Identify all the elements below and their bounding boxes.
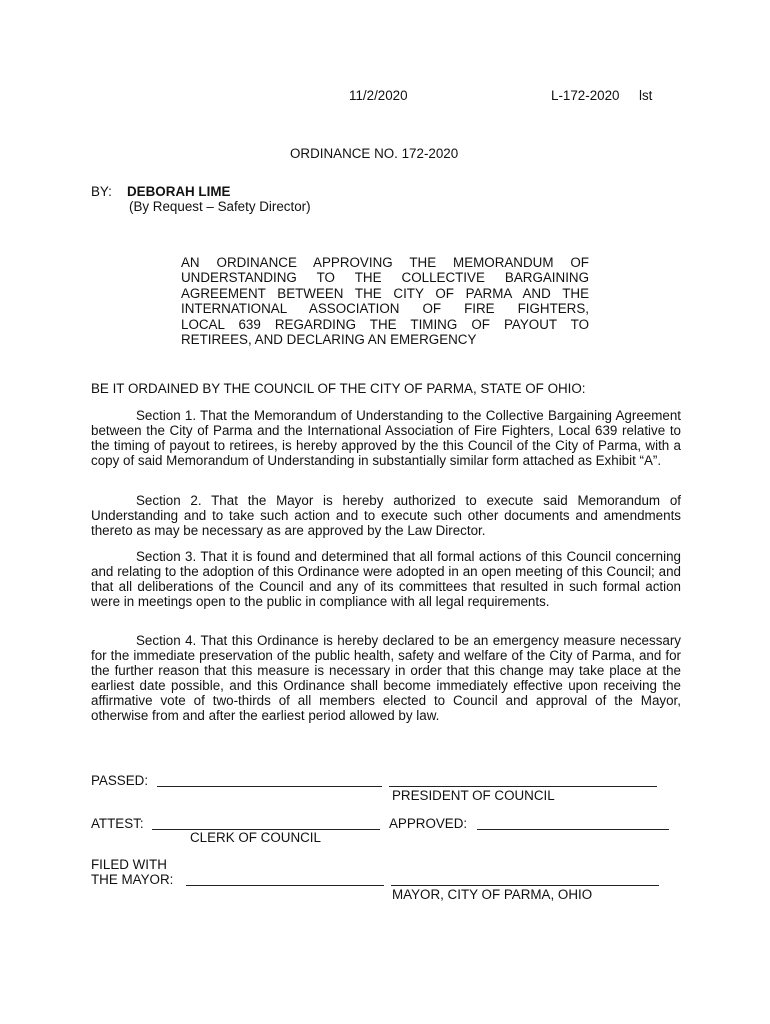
by-label: BY: — [91, 184, 112, 199]
passed-signature-line — [157, 786, 382, 787]
section-4-text: Section 4. That this Ordinance is hereby declared to be an emergency measure necessary for the immediate preservation of the public health, safety and welfare of the City of Parma, and for the further reason that this measure is necessary in order that this change may take place at the earliest date possible, and this Ordinance shall become immediately effective upon receiving the affirmative vote of two-thirds of all members elected to Council and approval of the Mayor, otherwise from and after the earliest period allowed by law. — [91, 633, 681, 723]
section-1 — [91, 408, 681, 468]
mayor-label: MAYOR, CITY OF PARMA, OHIO — [392, 887, 593, 902]
section-2 — [91, 493, 681, 538]
ordinance-number: ORDINANCE NO. 172-2020 — [290, 146, 459, 161]
header-date: 11/2/2020 — [349, 88, 408, 103]
section-3-text: Section 3. That it is found and determined that all formal actions of this Council concerning and relating to the adoption of this Ordinance were adopted in an open meeting of this Council; and that all deliberations of the Council and any of its committees that resulted in such formal action were in meetings open to the public in compliance with all legal requirements. — [91, 549, 681, 609]
header-code: L-172-2020 — [551, 88, 620, 103]
header-suffix: lst — [639, 88, 653, 103]
clerk-label: CLERK OF COUNCIL — [190, 830, 321, 845]
title-line: LOCAL 639 REGARDING THE TIMING OF PAYOUT TO — [181, 316, 589, 332]
enacting-clause: BE IT ORDAINED BY THE COUNCIL OF THE CITY OF PARMA, STATE OF OHIO: — [91, 381, 586, 396]
the-mayor-label: THE MAYOR: — [91, 872, 174, 887]
title-line: AGREEMENT BETWEEN THE CITY OF PARMA AND THE — [181, 285, 589, 301]
title-line: RETIREES, AND DECLARING AN EMERGENCY — [181, 332, 477, 348]
approved-signature-line — [477, 829, 669, 830]
sponsor-name: DEBORAH LIME — [127, 184, 231, 199]
ordinance-title — [181, 255, 589, 347]
filed-signature-line — [186, 885, 384, 886]
filed-with-label: FILED WITH — [91, 857, 167, 872]
title-line: INTERNATIONAL ASSOCIATION OF FIRE FIGHTERS, — [181, 301, 589, 317]
sponsor-request: (By Request – Safety Director) — [129, 199, 311, 214]
president-label: PRESIDENT OF COUNCIL — [392, 788, 555, 803]
section-1-text: Section 1. That the Memorandum of Understanding to the Collective Bargaining Agreement between the City of Parma and the International Association of Fire Fighters, Local 639 relative to the timing of payout to retirees, is hereby approved by the this Council of the City of Parma, with a copy of said Memorandum of Understanding in substantially similar form attached as Exhibit “A”. — [91, 408, 681, 468]
approved-label: APPROVED: — [389, 816, 468, 831]
title-line: AN ORDINANCE APPROVING THE MEMORANDUM OF — [181, 255, 589, 270]
passed-label: PASSED: — [91, 773, 149, 788]
section-2-text: Section 2. That the Mayor is hereby authorized to execute said Memorandum of Understanding and to take such action and to execute such other documents and amendments thereto as may be necessary as are approved by the Law Director. — [91, 493, 681, 538]
section-3 — [91, 549, 681, 609]
title-line: UNDERSTANDING TO THE COLLECTIVE BARGAINING — [181, 270, 589, 286]
section-4 — [91, 633, 681, 723]
president-signature-line — [389, 786, 657, 787]
attest-label: ATTEST: — [91, 816, 144, 831]
mayor-signature-line — [391, 885, 659, 886]
